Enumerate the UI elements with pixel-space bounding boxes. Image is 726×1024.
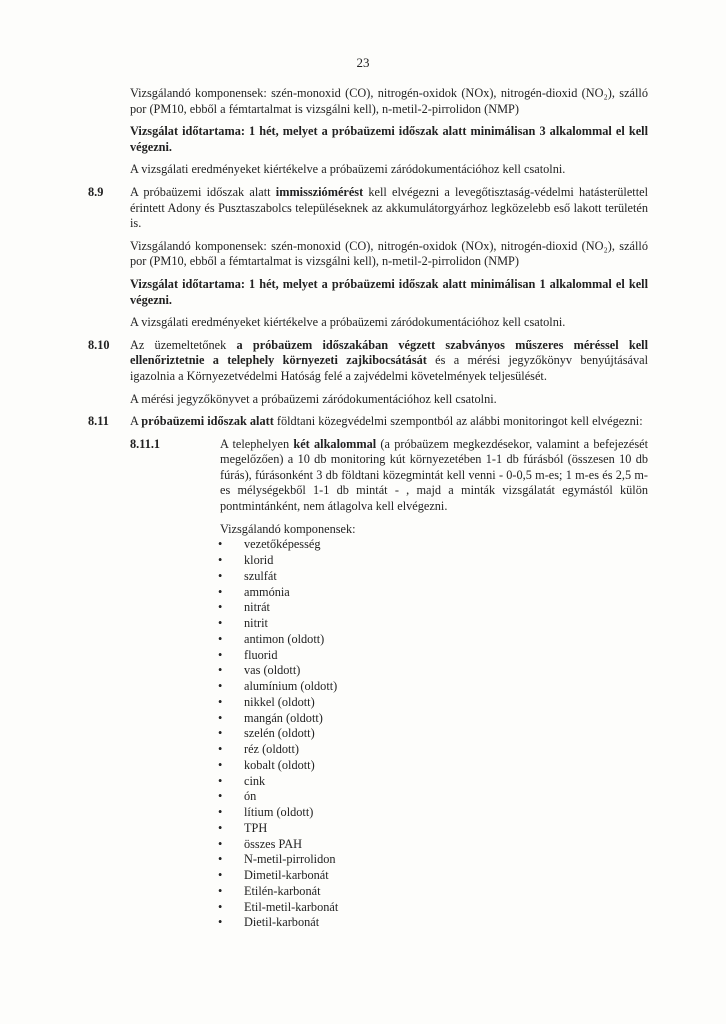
list-item: • N-metil-pirrolidon bbox=[218, 852, 648, 868]
section-components: Vizsgálandó komponensek: szén-monoxid (CO), nitrogén-oxidok (NOx), nitrogén-dioxid (NO₂), szálló por (PM10, ebből a fémtartalmat is vizsgálni kell), n-metil-2-pirrolidon (NMP) bbox=[130, 238, 648, 269]
section-8-10 bbox=[88, 338, 648, 407]
components-list-title: Vizsgálandó komponensek: bbox=[220, 521, 356, 536]
list-item: • cink bbox=[218, 774, 648, 790]
list-item: • lítium (oldott) bbox=[218, 805, 648, 821]
components-list bbox=[88, 537, 648, 931]
subsection-8-11-1 bbox=[130, 437, 648, 515]
section-number: 8.10 bbox=[88, 337, 110, 352]
list-item: • réz (oldott) bbox=[218, 742, 648, 758]
list-item: • ón bbox=[218, 789, 648, 805]
list-item: • szelén (oldott) bbox=[218, 726, 648, 742]
list-item: • vas (oldott) bbox=[218, 663, 648, 679]
list-item: • ammónia bbox=[218, 585, 648, 601]
section-text: A próbaüzemi időszak alatt immissziómérést kell elvégezni a levegőtisztaság-védelmi hatásterülettel érintett Adony és Pusztaszabolcs településeknek az akkumulátorgyárhoz legközelebb eső lakott területén is. bbox=[130, 184, 648, 231]
list-item: • Etilén-karbonát bbox=[218, 884, 648, 900]
list-item: • kobalt (oldott) bbox=[218, 758, 648, 774]
list-item: • szulfát bbox=[218, 569, 648, 585]
subsection-number: 8.11.1 bbox=[130, 436, 161, 451]
list-item: • antimon (oldott) bbox=[218, 632, 648, 648]
intro-components: Vizsgálandó komponensek: szén-monoxid (CO), nitrogén-oxidok (NOx), nitrogén-dioxid (NO₂), szálló por (PM10, ebből a fémtartalmat is vizsgálni kell), n-metil-2-pirrolidon (NMP) bbox=[130, 86, 648, 116]
section-8-11 bbox=[88, 414, 648, 430]
section-results: A vizsgálati eredményeket kiértékelve a próbaüzemi záródokumentációhoz kell csatolni. bbox=[130, 315, 566, 330]
section-number: 8.11 bbox=[88, 414, 109, 429]
list-item: • fluorid bbox=[218, 648, 648, 664]
list-item: • nitrát bbox=[218, 600, 648, 616]
list-item: • mangán (oldott) bbox=[218, 711, 648, 727]
page-number: 23 bbox=[356, 55, 370, 70]
list-item: • TPH bbox=[218, 821, 648, 837]
section-8-9 bbox=[88, 185, 648, 331]
list-item: • vezetőképesség bbox=[218, 537, 648, 553]
intro-block bbox=[88, 86, 648, 178]
list-item: • Etil-metil-karbonát bbox=[218, 900, 648, 916]
document-body bbox=[88, 86, 648, 931]
intro-results: A vizsgálati eredményeket kiértékelve a próbaüzemi záródokumentációhoz kell csatolni. bbox=[130, 162, 566, 177]
list-item: • nitrit bbox=[218, 616, 648, 632]
section-note: A mérési jegyzőkönyvet a próbaüzemi záródokumentációhoz kell csatolni. bbox=[130, 391, 497, 406]
list-item: • Dimetil-karbonát bbox=[218, 868, 648, 884]
section-text: Az üzemeltetőnek a próbaüzem időszakában végzett szabványos műszeres méréssel kell ellenőriztetnie a telephely környezeti zajkibocsátását és a mérési jegyzőkönyv benyújtásával igazolnia a Környezetvédelmi Hatóság felé a zajvédelmi követelmények teljesülését. bbox=[130, 337, 648, 383]
list-item: • Dietil-karbonát bbox=[218, 915, 648, 931]
list-item: • klorid bbox=[218, 553, 648, 569]
intro-duration: Vizsgálat időtartama: 1 hét, melyet a próbaüzemi időszak alatt minimálisan 3 alkalommal el kell végezni. bbox=[130, 124, 648, 154]
section-text: A próbaüzemi időszak alatt földtani közegvédelmi szempontból az alábbi monitoringot kell elvégezni: bbox=[130, 414, 643, 429]
list-item: • nikkel (oldott) bbox=[218, 695, 648, 711]
list-item: • alumínium (oldott) bbox=[218, 679, 648, 695]
section-number: 8.9 bbox=[88, 184, 104, 199]
section-duration: Vizsgálat időtartama: 1 hét, melyet a próbaüzemi időszak alatt minimálisan 1 alkalommal el kell végezni. bbox=[130, 276, 648, 307]
subsection-text: A telephelyen két alkalommal (a próbaüzem megkezdésekor, valamint a befejezését megelőzően) a 10 db monitoring kút környezetében 1-1 db fúrásból (összesen 10 db fúrás), fúrásonként 3 db földtani közegmintát kell venni - 0-0,5 m-es; 1 m-es és 2,5 m-es mélységekből 1-1 db mintát - , majd a minták vizsgálatát egymástól külön pontmintánként, nem átlagolva kell elvégezni. bbox=[220, 436, 648, 514]
list-item: • összes PAH bbox=[218, 837, 648, 853]
